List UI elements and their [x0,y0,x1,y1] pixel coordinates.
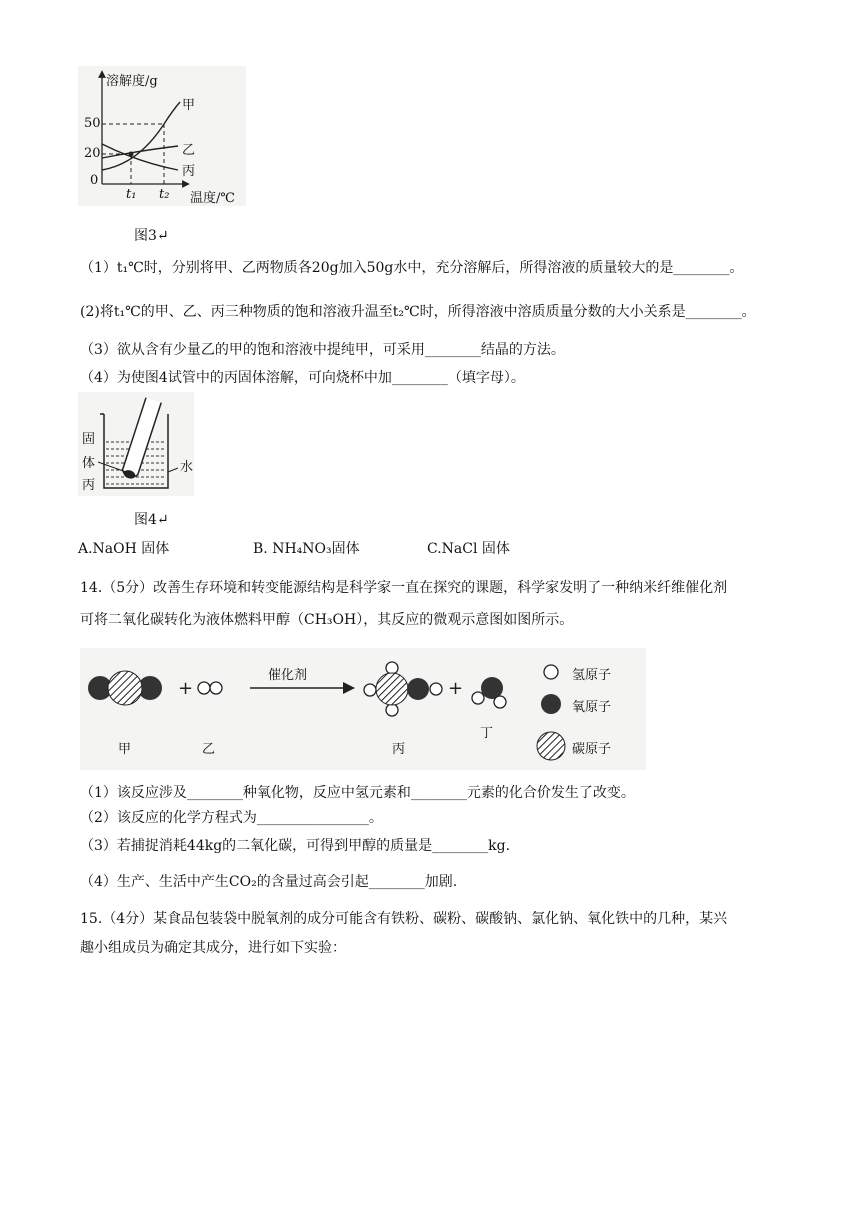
option-a: A.NaOH 固体 [78,541,170,557]
legend-oxygen: 氧原子 [572,700,612,715]
legend-oxygen-icon [541,694,561,714]
q13-part-4: （4）为使图4试管中的丙固体溶解，可向烧杯中加________（填字母）。 [80,370,525,386]
solubility-chart [78,66,246,206]
q14-line-2: 可将二氧化碳转化为液体燃料甲醇（CH₃OH），其反应的微观示意图如图所示。 [80,612,574,628]
y-axis-label: 溶解度/g [106,74,158,89]
y-tick-50: 50 [84,116,101,131]
figure-3-caption: 图3↵ [134,228,169,244]
svg-text:+: + [178,678,194,699]
y-tick-0: 0 [90,173,99,188]
figure-4-caption: 图4↵ [134,512,169,528]
q14-part-3: （3）若捕捉消耗44kg的二氧化碳，可得到甲醇的质量是________kg. [80,838,511,854]
option-b: B. NH₄NO₃固体 [253,541,360,557]
co2-carbon [108,671,142,705]
legend-carbon: 碳原子 [572,742,612,757]
beaker-diagram [78,392,194,496]
h2-atom-1 [198,682,210,694]
curve-label-bing: 丙 [182,164,196,179]
label-bing: 丙 [392,742,406,757]
q14-line-1: 14.（5分）改善生存环境和转变能源结构是科学家一直在探究的课题，科学家发明了一种纳米纤维催化剂 [80,580,728,596]
q13-part-3: （3）欲从含有少量乙的甲的饱和溶液中提纯甲，可采用________结晶的方法。 [80,342,565,358]
q13-part-2: (2)将t₁℃的甲、乙、丙三种物质的饱和溶液升温至t₂℃时，所得溶液中溶质质量分数的大小关系是________。 [80,304,756,320]
q13-part-1: （1）t₁℃时，分别将甲、乙两物质各20g加入50g水中，充分溶解后，所得溶液的质量较大的是________。 [80,260,744,276]
q14-part-2: （2）该反应的化学方程式为________________。 [80,810,383,826]
methanol-carbon [376,673,408,705]
fig4-label-water: 水 [180,460,194,475]
methanol-oxygen [407,678,429,700]
q14-part-1: （1）该反应涉及________种氧化物，反应中氢元素和________元素的化合价发生了改变。 [80,785,635,801]
y-tick-20: 20 [84,146,101,161]
q15-line-1: 15.（4分）某食品包装袋中脱氧剂的成分可能含有铁粉、碳粉、碳酸钠、氯化钠、氧化铁中的几种，某兴 [80,911,728,927]
h2-atom-2 [210,682,222,694]
x-tick-t1: t₁ [126,187,137,202]
reaction-svg [80,648,646,770]
legend-hydrogen-icon [544,665,558,679]
curve-label-yi: 乙 [182,143,196,158]
legend-hydrogen: 氢原子 [572,668,612,683]
option-c: C.NaCl 固体 [427,541,510,557]
fig4-label-ti: 体 [82,456,96,471]
q15-line-2: 趣小组成员为确定其成分，进行如下实验： [80,940,346,956]
label-ding: 丁 [480,726,494,741]
curve-label-jia: 甲 [182,98,196,113]
fig4-label-bing: 丙 [82,478,96,493]
svg-text:+: + [448,678,464,699]
legend-carbon-icon [537,732,565,760]
q14-part-4: （4）生产、生活中产生CO₂的含量过高会引起________加剧. [80,874,458,890]
label-yi: 乙 [202,742,216,757]
x-axis-label: 温度/℃ [190,191,235,206]
catalyst-label: 催化剂 [268,668,308,683]
fig4-label-gu: 固 [82,432,96,447]
curve-yi [102,146,178,158]
label-jia: 甲 [118,742,132,757]
x-tick-t2: t₂ [159,187,170,202]
